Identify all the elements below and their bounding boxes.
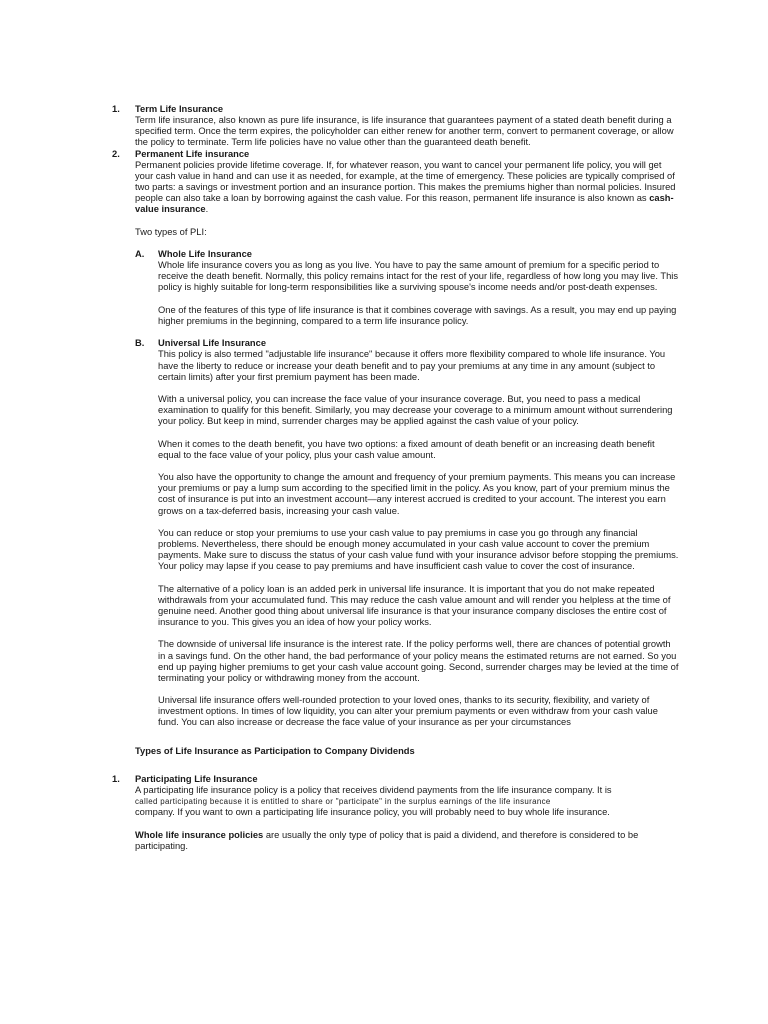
sub-paragraph: The downside of universal life insurance is the interest rate. If the policy performs well, there are chances of potential growth in a savings fund. On the other hand, the bad performance of your policy means the estimated returns are not earned. So you end up paying higher premiums to get your cash value account going. Second, surrender charges may be levied at the time of terminating your policy or withdrawing money from the account.: [158, 639, 679, 683]
sub-heading: Universal Life Insurance: [158, 338, 267, 349]
sub-paragraph: When it comes to the death benefit, you have two options: a fixed amount of death benefit or an increasing death benefit equal to the face value of your policy, plus your cash value amount.: [158, 438, 655, 460]
paragraph-text: Permanent policies provide lifetime coverage. If, for whatever reason, you want to cancel your permanent life policy, you will get your cash value in hand and can use it as needed, for example, at the time of emergency. These policies are typically comprised of two parts: a savings or investment portion and an insurance portion. This makes the premiums higher than normal policies. Insured people can also take a loan by borrowing against the cash value. For this reason, permanent life insurance is also known as: [135, 159, 676, 204]
item-heading: Participating Life Insurance: [135, 774, 258, 785]
bold-term: cash-value insurance: [135, 193, 674, 215]
sub-marker: B.: [135, 338, 145, 349]
sub-marker: A.: [135, 249, 145, 259]
sub-paragraph: Universal life insurance offers well-rounded protection to your loved ones, thanks to its security, flexibility, and variety of investment options. In times of low liquidity, you can alter your premium payments or even withdraw from your cash value fund. You can also increase or decrease the face value of your insurance as per your circumstances: [158, 695, 658, 728]
item-line-small: called participating because it is entitled to share or "participate" in the surplus earnings of the life insurance: [135, 797, 551, 807]
sub-heading: Whole Life Insurance: [158, 249, 252, 259]
list-item-participating-life: [0, 774, 680, 819]
sub-paragraph: This policy is also termed "adjustable life insurance" because it offers more flexibility compared to whole life insurance. You have the liberty to reduce or increase your death benefit and to pay your premiums at any time in any amount (subject to certain limits) after your first premium payment has been made.: [158, 349, 666, 382]
sub-item-universal-life: [0, 338, 680, 383]
list-marker: 1.: [112, 774, 120, 785]
sub-paragraph: With a universal policy, you can increase the face value of your insurance coverage. But, you need to pass a medical examination to qualify for this benefit. Similarly, you may decrease your coverage to a minimum amount without surrendering your policy. But keep in mind, surrender charges may be applied against the cash value of your policy.: [158, 393, 673, 427]
item-heading: Permanent Life insurance: [135, 148, 250, 159]
sub-paragraph: One of the features of this type of life insurance is that it combines coverage with savings. As a result, you may end up paying higher premiums in the beginning, compared to a term life insurance policy.: [158, 304, 677, 326]
item-paragraph: [0, 830, 680, 852]
sub-paragraph: The alternative of a policy loan is an added perk in universal life insurance. It is important that you do not make repeated withdrawals from your accumulated fund. This may reduce the cash value amount and will render you helpless at the time of genuine need. Another good thing about universal life insurance is that your insurance company discloses the entire cost of insurance to you. This gives you an idea of how your policy works.: [158, 583, 671, 628]
list-item-permanent-life: [0, 149, 680, 216]
item-paragraph: Term life insurance, also known as pure life insurance, is life insurance that guarantees payment of a stated death benefit during a specified term. Once the term expires, the policyholder can either renew for another term, convert to permanent coverage, or allow the policy to terminate. Term life policies have no value other than the guaranteed death benefit.: [135, 115, 674, 148]
section-title: Types of Life Insurance as Participation to Company Dividends: [135, 745, 415, 756]
list-item-term-life: [0, 104, 680, 149]
list-marker: 1.: [112, 104, 120, 114]
bold-term: Whole life insurance policies: [135, 829, 264, 840]
sub-paragraph: You also have the opportunity to change the amount and frequency of your premium payments. This means you can increase your premiums or pay a lump sum according to the specified limit in the policy. As you know, part of your premium minus the cost of insurance is put into an investment account—any interest accrued is credited to your account. The interest you earn grows on a tax-deferred basis, increasing your cash value.: [158, 472, 676, 516]
item-paragraph: [135, 160, 680, 216]
document-page: [0, 104, 768, 852]
sub-paragraph: Whole life insurance covers you as long as you live. You have to pay the same amount of premium for a specific period to receive the death benefit. Normally, this policy remains intact for the rest of your life, regardless of how long you may live. This policy is highly suitable for long-term responsibilities like a surviving spouse's income needs and/or post-death expenses.: [158, 260, 679, 293]
sub-item-whole-life: [0, 249, 680, 294]
item-line: company. If you want to own a participating life insurance policy, you will probably need to buy whole life insurance.: [135, 807, 610, 818]
item-heading: Term Life Insurance: [135, 104, 224, 114]
paragraph-text: .: [205, 204, 209, 215]
item-line: A participating life insurance policy is a policy that receives dividend payments from the life insurance company. It is: [135, 785, 612, 796]
paragraph-text: are usually the only type of policy that is paid a dividend, and therefore is considered to be participating.: [135, 829, 639, 851]
list-marker: 2.: [112, 148, 120, 159]
pli-intro: Two types of PLI:: [135, 226, 207, 237]
sub-paragraph: You can reduce or stop your premiums to use your cash value to pay premiums in case you go through any financial problems. Nevertheless, there should be enough money accumulated in your cash value account to cover the premium payments. Make sure to discuss the status of your cash value fund with your insurance advisor before stopping the premiums. Your policy may lapse if you cease to pay premiums and have insufficient cash value to cover the cost of insurance.: [158, 527, 679, 572]
